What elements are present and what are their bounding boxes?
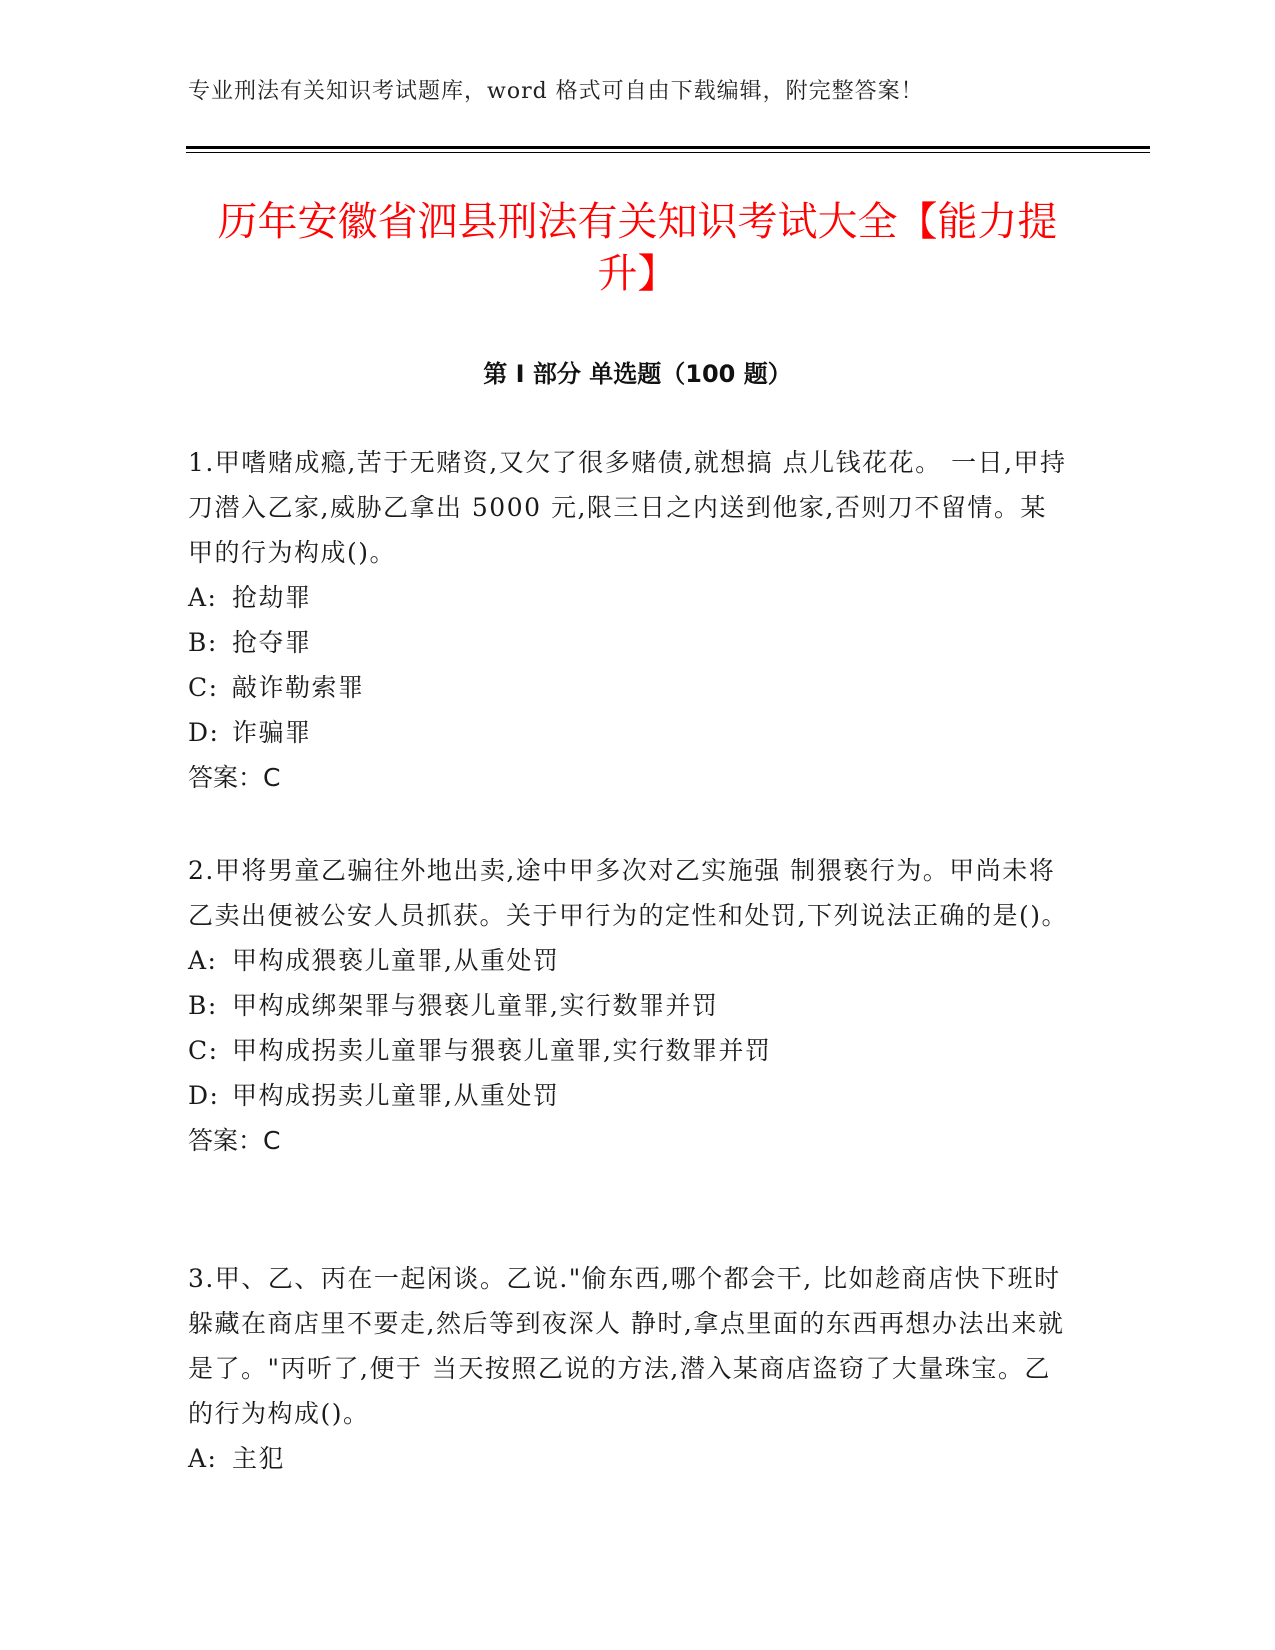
option-text: 敲诈勒索罪 <box>232 673 365 702</box>
option-a <box>188 575 1068 620</box>
option-c <box>188 1028 1068 1073</box>
option-b <box>188 983 1068 1028</box>
option-d <box>188 710 1068 755</box>
option-key: B: <box>188 991 218 1020</box>
question-2 <box>188 848 1068 1163</box>
header-note: 专业刑法有关知识考试题库，word 格式可自由下载编辑，附完整答案！ <box>188 79 924 104</box>
answer-line: 答案：C <box>188 763 281 792</box>
option-a <box>188 1436 1068 1481</box>
header-rule-thin <box>186 152 1150 153</box>
document-title: 历年安徽省泗县刑法有关知识考试大全【能力提升】 <box>217 199 1058 297</box>
option-key: C: <box>188 1036 219 1065</box>
section-title: 第 I 部分 单选题（100 题） <box>483 360 792 388</box>
option-d <box>188 1073 1068 1118</box>
option-text: 抢劫罪 <box>232 583 312 612</box>
option-a <box>188 938 1068 983</box>
answer-line: 答案：C <box>188 1126 281 1155</box>
option-key: A: <box>188 583 218 612</box>
question-stem: 3.甲、乙、丙在一起闲谈。乙说."偷东西,哪个都会干, 比如趁商店快下班时躲藏在商店里不要走,然后等到夜深人 静时,拿点里面的东西再想办法出来就是了。"丙听了,便于 当天按照乙说的方法,潜入某商店盗窃了大量珠宝。乙的行为构成()。 <box>188 1264 1065 1428</box>
option-key: A: <box>188 1444 218 1473</box>
question-3 <box>188 1256 1068 1481</box>
option-text: 甲构成拐卖儿童罪,从重处罚 <box>232 1081 560 1110</box>
option-key: A: <box>188 946 218 975</box>
question-1 <box>188 440 1068 800</box>
option-key: C: <box>188 673 219 702</box>
option-key: B: <box>188 628 218 657</box>
option-text: 主犯 <box>232 1444 286 1473</box>
option-b <box>188 620 1068 665</box>
option-text: 甲构成绑架罪与猥亵儿童罪,实行数罪并罚 <box>232 991 719 1020</box>
option-text: 甲构成拐卖儿童罪与猥亵儿童罪,实行数罪并罚 <box>232 1036 772 1065</box>
question-stem: 2.甲将男童乙骗往外地出卖,途中甲多次对乙实施强 制猥亵行为。甲尚未将乙卖出便被公安人员抓获。关于甲行为的定性和处罚,下列说法正确的是()。 <box>188 856 1068 930</box>
option-text: 诈骗罪 <box>232 718 312 747</box>
option-key: D: <box>188 718 220 747</box>
option-text: 抢夺罪 <box>232 628 312 657</box>
question-stem: 1.甲嗜赌成瘾,苦于无赌资,又欠了很多赌债,就想搞 点儿钱花花。 一日,甲持刀潜入乙家,威胁乙拿出 5000 元,限三日之内送到他家,否则刀不留情。某甲的行为构成()。 <box>188 448 1067 567</box>
header-rule <box>186 146 1150 149</box>
option-text: 甲构成猥亵儿童罪,从重处罚 <box>232 946 560 975</box>
option-c <box>188 665 1068 710</box>
option-key: D: <box>188 1081 220 1110</box>
